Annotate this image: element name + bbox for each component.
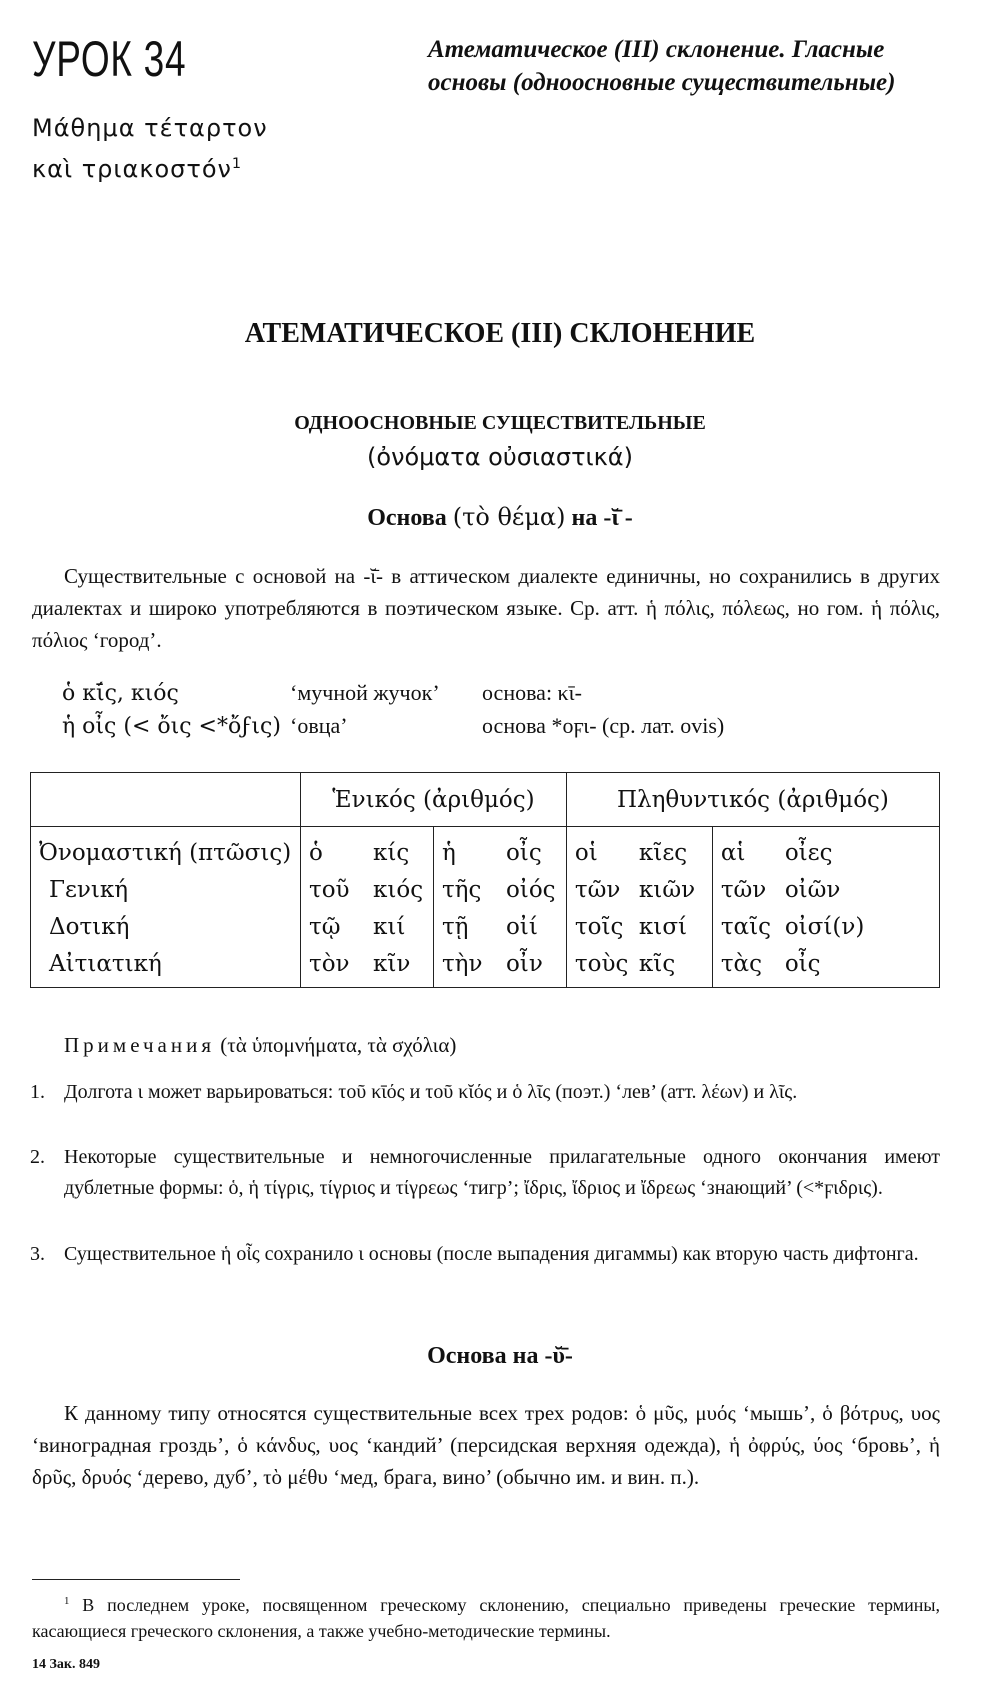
form-cell: τοῦ κιός (308, 877, 424, 903)
section-subtitle-greek: (ὀνόματα οὐσιαστικά) (367, 443, 633, 471)
singular-ois-column (433, 827, 566, 988)
form-cell: ταῖς οἰσί(ν) (720, 914, 865, 940)
header-plural: Πληθυντικός (ἀριθμός) (566, 773, 939, 827)
footnote-ref: 1 (231, 156, 243, 172)
example1-greek: ὁ κῑ́ς, κιός (62, 681, 179, 706)
lesson-greek-line2: καὶ τριακοστόν$^1$ (32, 155, 243, 183)
plural-kis-column (566, 827, 712, 988)
form-cell: ὁ κίς (308, 840, 410, 866)
example2-gloss: ‘овца’ (290, 713, 348, 738)
declension-table (30, 772, 940, 988)
stem-i-paragraph: Существительные с основой на -ῐ̄- в аттическом диалекте единичны, но сохранились в других диалектах и широко употребляются в поэтическом языке. Ср. атт. ἡ πόλις, πόλεως, но гом. ἡ πόλις, πόλιος ‘город’. (32, 564, 940, 652)
case-dative: Δοτική (49, 914, 130, 940)
form-cell: τοῖς κισί (574, 914, 688, 940)
note-3: 3. Существительное ἡ οἶς сохранило ι основы (после выпадения дигаммы) как вторую часть дифтонга. (30, 1243, 919, 1265)
form-cell: τῶν οἰῶν (720, 877, 841, 903)
printer-signature: 14 Зак. 849 (32, 1657, 100, 1672)
form-cell: αἱ οἶες (720, 840, 833, 866)
lesson-topic: Атематическое (III) склонение. Гласные основы (одноосновные существительные) (428, 36, 896, 96)
case-accusative: Αἰτιατική (49, 951, 162, 977)
footnote-marker: 1 (64, 1595, 70, 1607)
example1-stem: основа: κῑ- (482, 680, 582, 705)
lesson-number: УРОК 34 (32, 31, 187, 87)
notes-title: Примечания (τὰ ὑπομνήματα, τὰ σχόλια) (64, 1033, 457, 1057)
form-cell: τῷ κιί (308, 914, 406, 940)
form-cell: τῆς οἰός (441, 877, 556, 903)
stem-i-heading: Основа (τὸ θέμα) на -ῐ̄ - (367, 503, 633, 531)
stem-u-heading: Основа на -ῠ̄- (427, 1343, 573, 1369)
lesson-greek-title (32, 110, 268, 187)
note-1: 1. Долгота ι может варьироваться: τοῦ κῑός и τοῦ κῐός и ὁ λῖς (поэт.) ‘лев’ (атт. λέων) и λῖς. (30, 1081, 798, 1103)
example1-gloss: ‘мучной жучок’ (290, 680, 440, 705)
case-genitive: Γενική (49, 877, 129, 903)
case-nominative: Ὀνομαστική (πτῶσις) (39, 840, 292, 866)
stem-u-paragraph: К данному типу относятся существительные всех трех родов: ὁ μῦς, μυός ‘мышь’, ὁ βότρυς, υος ‘виноградная гроздь’, ὁ κάνδυς, υος ‘кандий’ (персидская верхняя одежда), ἡ ὀφρύς, ύος ‘бровь’, ἡ δρῦς, δρυός ‘дерево, дуб’, τὸ μέθυ ‘мед, брага, вино’ (обычно им. и вин. п.). (32, 1401, 940, 1489)
lesson-greek-line1: Μάθημα τέταρτον (32, 114, 268, 142)
section-title: АТЕМАТИЧЕСКОЕ (III) СКЛОНЕНИЕ (244, 318, 756, 349)
note-2: 2. Некоторые существительные и немногочисленные прилагательные одного окончания имеют дублетные формы: ὁ, ἡ τίγρις, τίγριος и τίγρεως ‘тигр’; ἴδρις, ἴδριος и ἴδρεως ‘знающий’ (<*ϝιδρις). (30, 1146, 940, 1199)
form-cell: τῇ οἰί (441, 914, 538, 940)
form-cell: τὴν οἶν (441, 951, 543, 977)
case-column (31, 827, 301, 988)
example2-greek: ἡ οἶς (< ὄις <*ὄϝις) (62, 714, 281, 739)
section-subtitle: ОДНООСНОВНЫЕ СУЩЕСТВИТЕЛЬНЫЕ (294, 412, 706, 434)
form-cell: τὸν κῖν (308, 951, 411, 977)
plural-ois-column (712, 827, 939, 988)
form-cell: τοὺς κῖς (574, 951, 676, 977)
form-cell: τῶν κιῶν (574, 877, 696, 903)
header-singular: Ἑνικός (ἀριθμός) (300, 773, 566, 827)
example2-stem: основа *οϝι- (ср. лат. ovis) (482, 713, 725, 738)
footnote: $^1$ В последнем уроке, посвященном греческому склонению, специально приведены греческие термины, касающиеся греческого склонения, а также учебно-методические термины. (32, 1595, 941, 1641)
singular-kis-column (300, 827, 433, 988)
form-cell: τὰς οἶς (720, 951, 821, 977)
form-cell: ἡ οἶς (441, 840, 542, 866)
footnote-divider (32, 1579, 240, 1580)
form-cell: οἱ κῖες (574, 840, 688, 866)
table-corner (31, 773, 301, 827)
